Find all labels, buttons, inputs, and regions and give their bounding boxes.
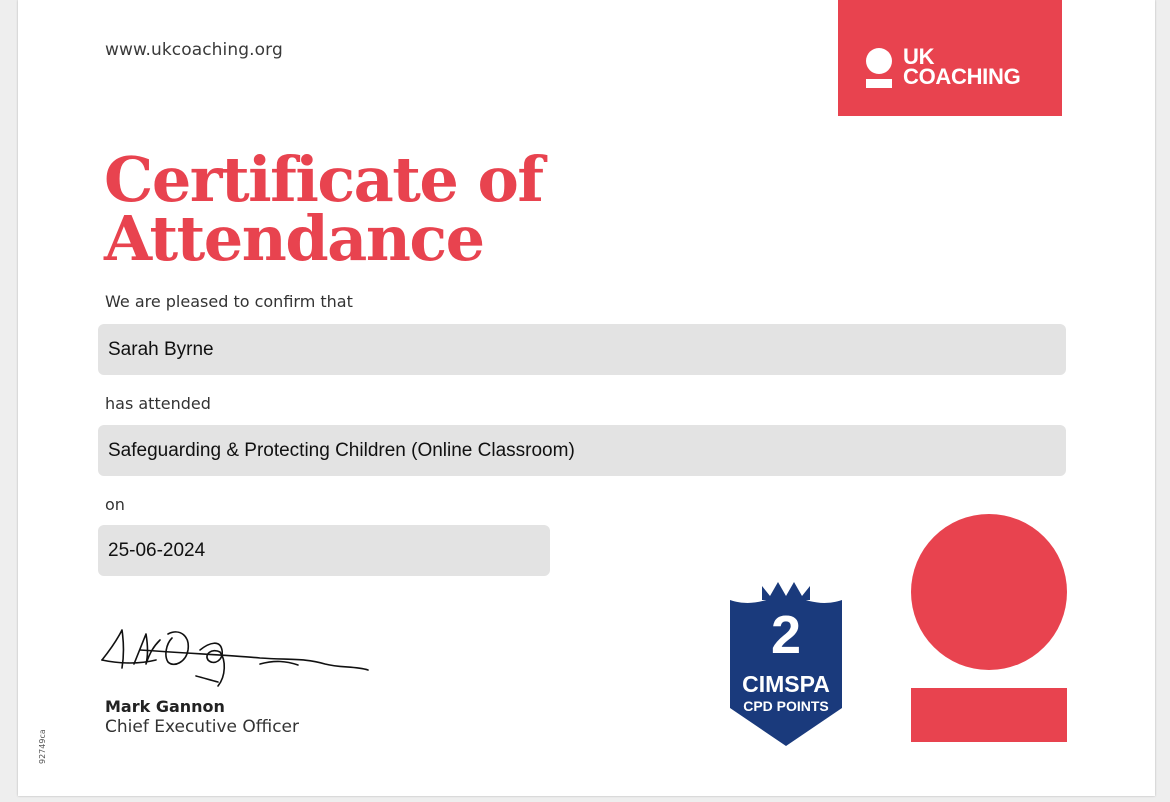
website-url: www.ukcoaching.org xyxy=(105,40,283,60)
signatory-role: Chief Executive Officer xyxy=(105,717,299,737)
on-label: on xyxy=(105,495,125,514)
uk-coaching-logo-icon xyxy=(865,48,895,90)
recipient-name-field: Sarah Byrne xyxy=(98,324,1066,375)
uk-coaching-logo xyxy=(838,0,1062,116)
date-field: 25-06-2024 xyxy=(98,525,550,576)
cimspa-title: CIMSPA xyxy=(742,671,830,697)
title-line-1: Certificate of xyxy=(104,143,543,216)
document-code: 92749ca xyxy=(38,729,47,764)
decorative-circle xyxy=(911,514,1067,670)
attended-label: has attended xyxy=(105,394,211,413)
cimspa-points: 2 xyxy=(770,605,802,665)
course-name-field: Safeguarding & Protecting Children (Online Classroom) xyxy=(98,425,1066,476)
cimspa-subtitle: CPD POINTS xyxy=(743,698,829,714)
certificate-title xyxy=(104,143,543,275)
logo-line-uk: UK xyxy=(903,44,935,69)
signatory-name: Mark Gannon xyxy=(105,697,225,716)
title-line-2: Attendance xyxy=(104,202,484,275)
confirm-label: We are pleased to confirm that xyxy=(105,292,353,311)
certificate-page xyxy=(18,0,1155,796)
logo-line-coaching: COACHING xyxy=(903,64,1021,89)
signature-image xyxy=(100,620,370,692)
logo-wordmark xyxy=(903,44,1021,89)
decorative-bar xyxy=(911,688,1067,742)
